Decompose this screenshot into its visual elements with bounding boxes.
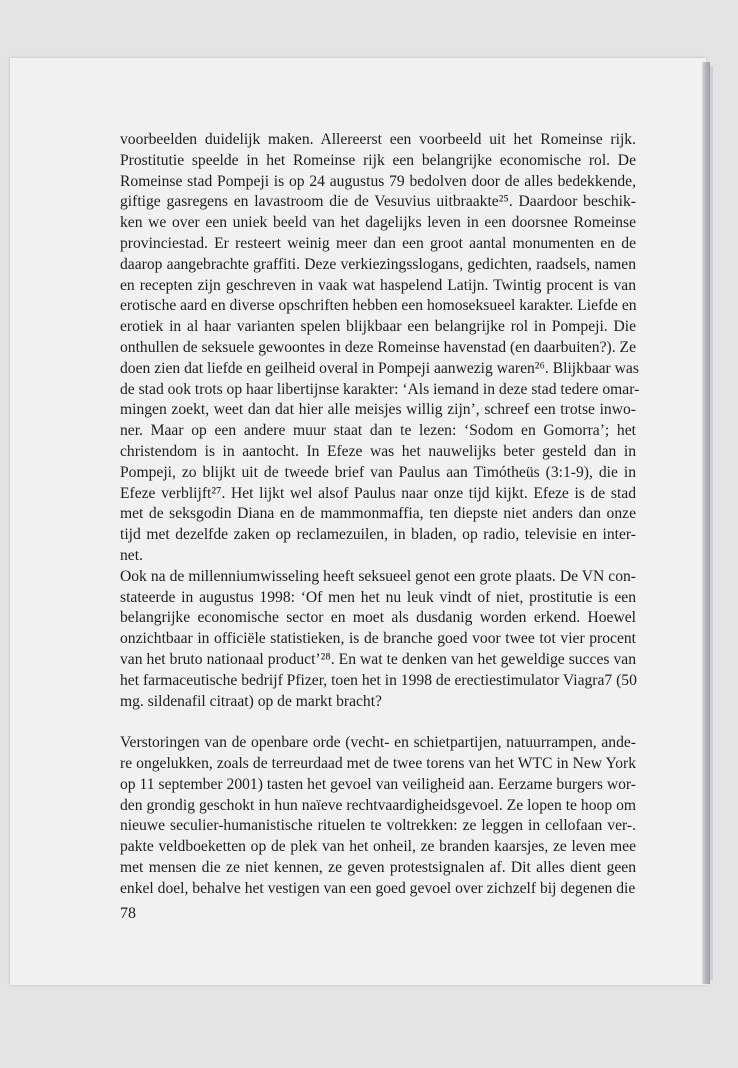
text-line: van het bruto nationaal product’²⁸. En wat te denken van het geweldige succes van bbox=[120, 650, 636, 668]
paragraph bbox=[120, 130, 640, 567]
text-line: Romeinse stad Pompeji is op 24 augustus 79 bedolven door de alles bedekkende, bbox=[120, 172, 636, 190]
text-line: Verstoringen van de openbare orde (vecht- en schietpartijen, natuurrampen, ande- bbox=[120, 734, 636, 752]
paragraph bbox=[120, 733, 636, 899]
text-line: re ongelukken, zoals de terreurdaad met de twee torens van het WTC in New York bbox=[120, 754, 636, 772]
text-line: erotiek in al haar varianten spelen blijkbaar een belangrijke rol in Pompeji. Die bbox=[120, 318, 636, 336]
text-line: en recepten zijn geschreven in vaak wat haspelend Latijn. Twintig procent is van bbox=[120, 276, 636, 294]
text-line: Efeze verblijft²⁷. Het lijkt wel alsof Paulus naar onze tijd kijkt. Efeze is de stad bbox=[120, 484, 636, 502]
text-line: provinciestad. Er resteert weinig meer dan een groot aantal monumenten en de bbox=[120, 234, 636, 252]
text-line: op 11 september 2001) tasten het gevoel van veiligheid aan. Eerzame burgers wor- bbox=[120, 775, 636, 793]
text-line: nieuwe seculier-humanistische rituelen te voltrekken: ze leggen in cellofaan ver-. bbox=[120, 817, 636, 835]
text-line: doen zien dat liefde en geilheid overal in Pompeji aanwezig waren²⁶. Blijkbaar was bbox=[120, 359, 639, 377]
text-line: mingen zoekt, weet dan dat hier alle meisjes willig zijn’, schreef een trotse inwo- bbox=[120, 401, 636, 419]
text-line: mg. sildenafil citraat) op de markt bracht? bbox=[120, 692, 382, 710]
text-line: voorbeelden duidelijk maken. Allereerst een voorbeeld uit het Romeinse rijk. bbox=[120, 131, 636, 148]
text-line: Ook na de millenniumwisseling heeft seksueel genot een grote plaats. De VN con- bbox=[120, 567, 636, 585]
text-line: den grondig geschokt in hun naïeve rechtvaardigheidsgevoel. Ze lopen te hoop om bbox=[120, 796, 636, 814]
paragraph-gap bbox=[120, 712, 636, 733]
text-line: onthullen de seksuele gewoontes in deze Romeinse havenstad (en daarbuiten?). Ze bbox=[120, 338, 636, 356]
text-line: tijd met dezelfde zaken op reclamezuilen, in bladen, op radio, televisie en inter- bbox=[120, 526, 636, 544]
page-number: 78 bbox=[120, 905, 136, 922]
text-line: daarop aangebrachte graffiti. Deze verkiezingsslogans, gedichten, raadsels, namen bbox=[120, 255, 636, 273]
text-line: de stad ook trots op haar libertijnse karakter: ‘Als iemand in deze stad tedere omar- bbox=[120, 380, 640, 398]
text-line: ken we over een uniek beeld van het dagelijks leven in een doorsnee Romeinse bbox=[120, 214, 636, 232]
text-line: het farmaceutische bedrijf Pfizer, toen het in 1998 de erectiestimulator Viagra7 (50 bbox=[120, 671, 637, 689]
text-line: erotische aard en diverse opschriften hebben een homoseksueel karakter. Liefde en bbox=[120, 297, 637, 315]
text-line: enkel doel, behalve het vestigen van een goed gevoel over zichzelf bij degenen die bbox=[120, 879, 636, 897]
page-edge bbox=[710, 66, 713, 980]
text-line: Prostitutie speelde in het Romeinse rijk een belangrijke economische rol. De bbox=[120, 151, 636, 169]
text-line: met mensen die ze niet kennen, ze geven protestsignalen af. Dit alles dient geen bbox=[120, 858, 636, 876]
text-line: belangrijke economische sector en moet als dusdanig worden erkend. Hoewel bbox=[120, 609, 636, 627]
text-line: pakte veldboeketten op de plek van het onheil, ze branden kaarsjes, ze leven mee bbox=[120, 838, 636, 856]
text-line: christendom is in aantocht. In Efeze was het nauwelijks beter gesteld dan in bbox=[120, 442, 636, 460]
page-spine-shadow bbox=[702, 62, 710, 984]
body-text bbox=[120, 130, 640, 899]
text-line: giftige gasregens en lavastroom die de Vesuvius uitbraakte²⁵. Daardoor beschik- bbox=[120, 193, 636, 211]
text-line: ner. Maar op een andere muur staat dan te lezen: ‘Sodom en Gomorra’; het bbox=[120, 422, 636, 440]
text-line: stateerde in augustus 1998: ‘Of men het nu leuk vindt of niet, prostitutie is een bbox=[120, 588, 636, 606]
text-line: met de seksgodin Diana en de mammonmaffia, ten diepste niet anders dan onze bbox=[120, 505, 636, 523]
text-line: Pompeji, zo blijkt uit de tweede brief van Paulus aan Timótheüs (3:1-9), die in bbox=[120, 463, 636, 481]
text-line: onzichtbaar in officiële statistieken, is de branche goed voor twee tot vier procent bbox=[120, 630, 636, 648]
text-line: net. bbox=[120, 546, 143, 564]
paragraph bbox=[120, 567, 636, 713]
